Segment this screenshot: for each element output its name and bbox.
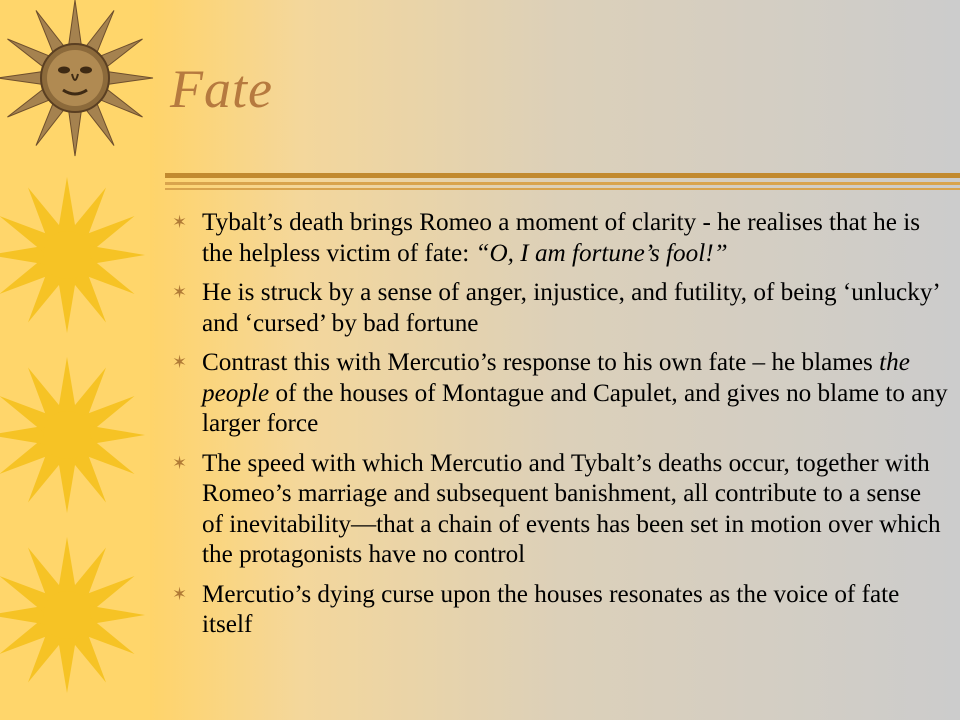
bullet-item [168, 208, 948, 269]
emphasis-text: the people [202, 349, 910, 407]
bullet-text: Contrast this with Mercutio’s response to his own fate – he blames [202, 349, 880, 376]
sun-icon [0, 530, 155, 700]
bullet-item [168, 348, 948, 440]
quote-text: “O, I am fortune’s fool!” [475, 239, 728, 267]
star-bullet-icon: ✶ [172, 212, 188, 233]
star-bullet-icon: ✶ [172, 282, 188, 303]
bullet-text: Mercutio’s dying curse upon the houses resonates as the voice of fate itself [202, 580, 900, 638]
sun-face-icon [0, 0, 160, 165]
bullet-list [168, 208, 948, 650]
sun-icon [0, 170, 155, 340]
title-rule [165, 173, 960, 178]
bullet-text: of the houses of Montague and Capulet, and gives no blame to any larger force [202, 379, 948, 437]
bullet-item [168, 580, 948, 641]
bullet-item [168, 278, 948, 339]
star-bullet-icon: ✶ [172, 452, 188, 474]
bullet-item [168, 449, 948, 571]
title-rule [165, 182, 960, 185]
title-rule [165, 188, 960, 190]
bullet-text: Tybalt’s death brings Romeo a moment of clarity - he realises that he is the helpless victim of fate: [202, 209, 920, 267]
star-bullet-icon: ✶ [172, 583, 188, 605]
sun-icon [0, 350, 155, 520]
slide-title: Fate [170, 59, 273, 119]
bullet-text: He is struck by a sense of anger, injustice, and futility, of being ‘unlucky’ and ‘cursed’ by bad fortune [202, 279, 939, 337]
bullet-text: The speed with which Mercutio and Tybalt’s deaths occur, together with Romeo’s marriage and subsequent banishment, all contribute to a sense of inevitability—that a chain of events has been set in motion over which the protagonists have no control [202, 449, 941, 568]
star-bullet-icon: ✶ [172, 352, 188, 373]
